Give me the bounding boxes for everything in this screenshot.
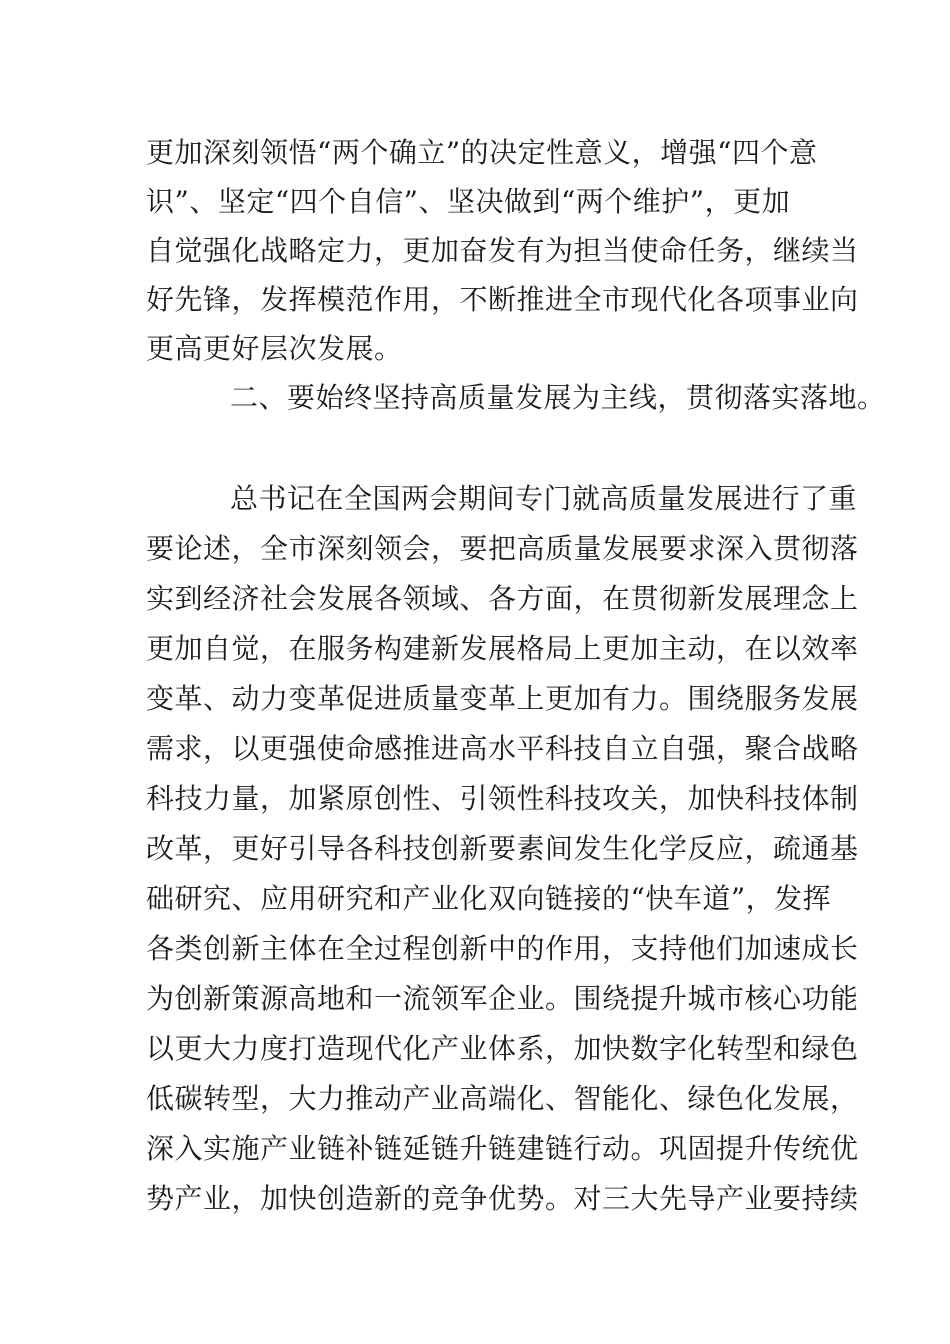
paragraph2-line-8: 改革，更好引导各科技创新要素间发生化学反应，疏通基 bbox=[146, 832, 859, 865]
paragraph2-line-2: 要论述，全市深刻领会，要把高质量发展要求深入贯彻落 bbox=[146, 532, 859, 565]
paragraph1-line-4: 好先锋，发挥模范作用，不断推进全市现代化各项事业向 bbox=[146, 283, 859, 316]
paragraph2-line-3: 实到经济社会发展各领域、各方面，在贯彻新发展理念上 bbox=[146, 582, 859, 615]
paragraph2-line-6: 需求，以更强使命感推进高水平科技自立自强，聚合战略 bbox=[146, 732, 859, 765]
paragraph1-line-5: 更高更好层次发展。 bbox=[146, 332, 403, 365]
paragraph1-line-2: 识”、坚定“四个自信”、坚决做到“两个维护”，更加 bbox=[146, 185, 791, 218]
paragraph2-line-1: 总书记在全国两会期间专门就高质量发展进行了重 bbox=[230, 482, 858, 515]
paragraph2-line-14: 深入实施产业链补链延链升链建链行动。巩固提升传统优 bbox=[146, 1132, 859, 1165]
section-heading-2: 二、要始终坚持高质量发展为主线，贯彻落实落地。 bbox=[230, 381, 886, 414]
paragraph2-line-4: 更加自觉，在服务构建新发展格局上更加主动，在以效率 bbox=[146, 632, 859, 665]
paragraph2-line-9: 础研究、应用研究和产业化双向链接的“快车道”，发挥 bbox=[146, 882, 832, 915]
paragraph2-line-10: 各类创新主体在全过程创新中的作用，支持他们加速成长 bbox=[146, 932, 859, 965]
paragraph2-line-11: 为创新策源高地和一流领军企业。围绕提升城市核心功能 bbox=[146, 982, 859, 1015]
paragraph1-line-1: 更加深刻领悟“两个确立”的决定性意义，增强“四个意 bbox=[146, 136, 818, 169]
paragraph2-line-13: 低碳转型，大力推动产业高端化、智能化、绿色化发展， bbox=[146, 1082, 859, 1115]
paragraph2-line-5: 变革、动力变革促进质量变革上更加有力。围绕服务发展 bbox=[146, 682, 859, 715]
paragraph2-line-7: 科技力量，加紧原创性、引领性科技攻关，加快科技体制 bbox=[146, 782, 859, 815]
paragraph2-line-12: 以更大力度打造现代化产业体系，加快数字化转型和绿色 bbox=[146, 1032, 859, 1065]
paragraph2-line-15: 势产业，加快创造新的竞争优势。对三大先导产业要持续 bbox=[146, 1182, 859, 1215]
paragraph1-line-3: 自觉强化战略定力，更加奋发有为担当使命任务，继续当 bbox=[146, 234, 859, 267]
